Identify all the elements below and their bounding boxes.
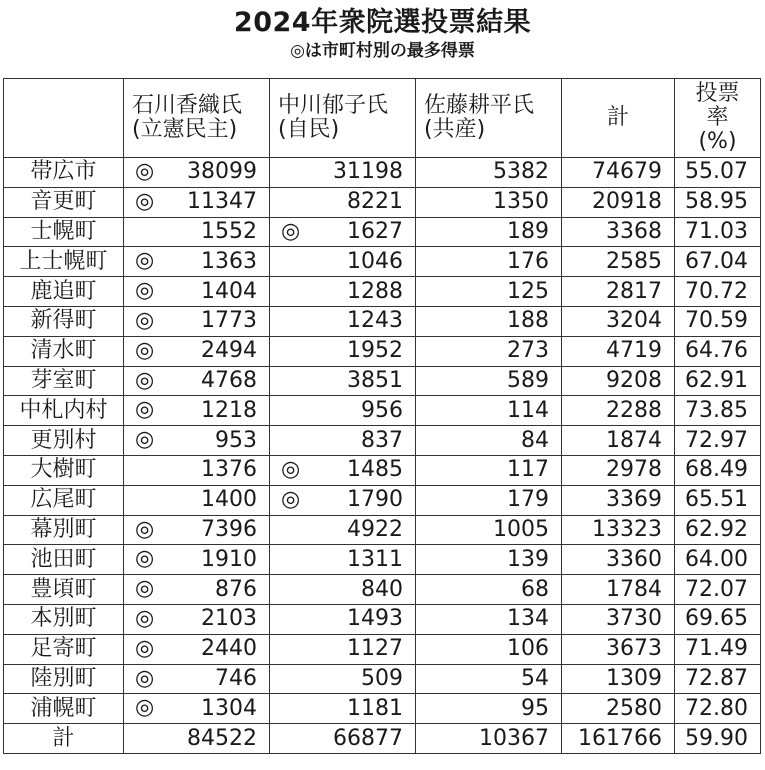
table-row [4,634,761,664]
vote-count: 68 [521,576,549,602]
vote-count: 139 [507,546,549,572]
total-cell: 2817 [562,277,675,307]
vote-count: 2440 [201,636,257,662]
municipality-cell: 士幌町 [4,217,124,247]
vote-cell [416,277,562,307]
turnout-cell: 62.91 [675,366,761,396]
municipality-cell: 新得町 [4,306,124,336]
municipality-cell: 中札内村 [4,396,124,426]
table-row [4,664,761,694]
vote-count: 7396 [201,516,257,542]
grand-total-votes: 10367 [416,724,562,754]
vote-cell [124,455,270,485]
table-row [4,306,761,336]
page-title: 2024年衆院選投票結果 [233,7,532,38]
vote-cell [416,336,562,366]
total-cell: 1309 [562,664,675,694]
vote-cell [416,634,562,664]
vote-count: 31198 [333,159,403,185]
page-subtitle: ◎は市町村別の最多得票 [290,41,475,61]
total-cell: 4719 [562,336,675,366]
vote-count: 125 [507,278,549,304]
vote-count: 876 [215,576,257,602]
turnout-cell: 72.07 [675,575,761,605]
vote-cell [270,277,416,307]
vote-cell [124,634,270,664]
vote-count: 4922 [347,516,403,542]
top-vote-mark-icon: ◎ [135,307,155,333]
municipality-cell: 足寄町 [4,634,124,664]
vote-count: 188 [507,308,549,334]
vote-cell [416,455,562,485]
vote-count: 1127 [347,636,403,662]
vote-count: 953 [215,427,257,453]
vote-count: 84 [521,427,549,453]
municipality-cell: 音更町 [4,187,124,217]
table-row [4,694,761,724]
vote-cell [270,217,416,247]
municipality-cell: 広尾町 [4,485,124,515]
vote-count: 117 [507,457,549,483]
vote-count: 1288 [347,278,403,304]
total-cell: 3730 [562,604,675,634]
vote-cell [416,694,562,724]
top-vote-mark-icon: ◎ [135,516,155,542]
vote-count: 1046 [347,248,403,274]
table-row [4,515,761,545]
total-cell: 3368 [562,217,675,247]
vote-count: 1952 [347,338,403,364]
top-vote-mark-icon: ◎ [135,635,155,661]
vote-count: 1790 [347,487,403,513]
vote-count: 1363 [201,248,257,274]
candidate-header-sato [416,79,562,158]
turnout-cell: 73.85 [675,396,761,426]
table-row [4,187,761,217]
turnout-cell: 70.72 [675,277,761,307]
vote-cell [270,485,416,515]
vote-count: 509 [361,665,403,691]
vote-count: 1493 [347,606,403,632]
vote-count: 54 [521,665,549,691]
vote-cell [416,187,562,217]
candidate-name: 中川郁子氏 [278,93,389,118]
vote-count: 1005 [493,516,549,542]
table-row [4,455,761,485]
vote-count: 1376 [201,457,257,483]
vote-count: 3851 [347,367,403,393]
top-vote-mark-icon: ◎ [135,397,155,423]
turnout-cell: 55.07 [675,158,761,188]
vote-count: 2103 [201,606,257,632]
top-vote-mark-icon: ◎ [135,576,155,602]
vote-cell [270,664,416,694]
vote-count: 840 [361,576,403,602]
vote-count: 38099 [187,159,257,185]
vote-cell [416,604,562,634]
table-row [4,217,761,247]
total-cell: 1874 [562,426,675,456]
turnout-cell: 64.76 [675,336,761,366]
candidate-header-nakagawa [270,79,416,158]
grand-total-votes: 66877 [270,724,416,754]
table-row [4,247,761,277]
total-cell: 3369 [562,485,675,515]
top-vote-mark-icon: ◎ [281,218,301,244]
municipality-cell: 本別町 [4,604,124,634]
vote-cell [124,217,270,247]
table-row [4,396,761,426]
vote-cell [124,396,270,426]
turnout-cell: 65.51 [675,485,761,515]
municipality-cell: 帯広市 [4,158,124,188]
vote-count: 95 [521,695,549,721]
vote-cell [124,247,270,277]
vote-cell [124,366,270,396]
candidate-name: 石川香織氏 [132,93,243,118]
vote-count: 746 [215,665,257,691]
vote-count: 1552 [201,218,257,244]
vote-cell [270,694,416,724]
vote-count: 1404 [201,278,257,304]
turnout-cell: 72.80 [675,694,761,724]
top-vote-mark-icon: ◎ [281,486,301,512]
grand-total-label: 計 [4,724,124,754]
vote-count: 134 [507,606,549,632]
vote-cell [270,336,416,366]
vote-cell [270,366,416,396]
vote-count: 1304 [201,695,257,721]
municipality-cell: 芽室町 [4,366,124,396]
vote-count: 106 [507,636,549,662]
vote-cell [270,187,416,217]
vote-count: 4768 [201,367,257,393]
vote-count: 1311 [347,546,403,572]
vote-count: 1627 [347,218,403,244]
results-table [3,78,761,754]
vote-cell [416,664,562,694]
municipality-cell: 陸別町 [4,664,124,694]
vote-count: 956 [361,397,403,423]
grand-total-row [4,724,761,754]
table-row [4,604,761,634]
total-cell: 3204 [562,306,675,336]
vote-count: 1350 [493,189,549,215]
vote-cell [416,158,562,188]
municipality-cell: 大樹町 [4,455,124,485]
vote-cell [124,306,270,336]
total-header: 計 [562,79,675,158]
vote-cell [270,575,416,605]
turnout-cell: 71.03 [675,217,761,247]
vote-cell [270,545,416,575]
turnout-cell: 71.49 [675,634,761,664]
vote-cell [416,366,562,396]
vote-count: 5382 [493,159,549,185]
top-vote-mark-icon: ◎ [135,427,155,453]
grand-total-votes: 84522 [124,724,270,754]
vote-count: 1243 [347,308,403,334]
vote-cell [124,575,270,605]
total-cell: 3673 [562,634,675,664]
turnout-cell: 72.87 [675,664,761,694]
turnout-header [675,79,761,158]
table-row [4,336,761,366]
table-row [4,545,761,575]
vote-cell [124,336,270,366]
top-vote-mark-icon: ◎ [135,605,155,631]
vote-cell [416,396,562,426]
vote-cell [416,485,562,515]
vote-count: 189 [507,218,549,244]
municipality-cell: 清水町 [4,336,124,366]
turnout-header-line: (%) [698,129,737,154]
vote-count: 1181 [347,695,403,721]
vote-count: 1485 [347,457,403,483]
total-cell: 9208 [562,366,675,396]
vote-count: 1910 [201,546,257,572]
turnout-cell: 69.65 [675,604,761,634]
vote-count: 1773 [201,308,257,334]
vote-cell [416,426,562,456]
vote-cell [270,396,416,426]
vote-cell [124,604,270,634]
municipality-cell: 浦幌町 [4,694,124,724]
candidate-name: 佐藤耕平氏 [424,93,535,118]
total-cell: 2585 [562,247,675,277]
municipality-header [4,79,124,158]
table-row [4,426,761,456]
top-vote-mark-icon: ◎ [135,159,155,184]
total-cell: 3360 [562,545,675,575]
turnout-cell: 68.49 [675,455,761,485]
vote-cell [416,247,562,277]
vote-cell [124,426,270,456]
candidate-header-ishikawa [124,79,270,158]
top-vote-mark-icon: ◎ [135,188,155,214]
vote-cell [416,515,562,545]
header-row [4,79,761,158]
top-vote-mark-icon: ◎ [135,278,155,304]
total-cell: 2978 [562,455,675,485]
municipality-cell: 上士幌町 [4,247,124,277]
top-vote-mark-icon: ◎ [135,367,155,393]
top-vote-mark-icon: ◎ [281,456,301,482]
municipality-cell: 鹿追町 [4,277,124,307]
municipality-cell: 更別村 [4,426,124,456]
turnout-cell: 64.00 [675,545,761,575]
vote-count: 8221 [347,189,403,215]
top-vote-mark-icon: ◎ [135,546,155,572]
municipality-cell: 豊頃町 [4,575,124,605]
table-row [4,366,761,396]
turnout-cell: 58.95 [675,187,761,217]
vote-cell [270,455,416,485]
vote-count: 114 [507,397,549,423]
table-row [4,575,761,605]
top-vote-mark-icon: ◎ [135,337,155,363]
vote-cell [416,217,562,247]
vote-count: 273 [507,338,549,364]
candidate-party: (共産) [424,117,486,142]
table-row [4,158,761,188]
total-cell: 20918 [562,187,675,217]
turnout-cell: 70.59 [675,306,761,336]
total-cell: 74679 [562,158,675,188]
total-cell: 13323 [562,515,675,545]
vote-cell [416,306,562,336]
vote-count: 837 [361,427,403,453]
table-row [4,485,761,515]
municipality-cell: 池田町 [4,545,124,575]
results-body [4,158,761,754]
total-cell: 2288 [562,396,675,426]
turnout-cell: 67.04 [675,247,761,277]
vote-count: 176 [507,248,549,274]
vote-count: 11347 [187,189,257,215]
total-cell: 2580 [562,694,675,724]
table-row [4,277,761,307]
vote-cell [124,187,270,217]
grand-total-sum: 161766 [562,724,675,754]
vote-cell [124,277,270,307]
municipality-cell: 幕別町 [4,515,124,545]
candidate-party: (立憲民主) [132,117,238,142]
vote-cell [124,515,270,545]
top-vote-mark-icon: ◎ [135,695,155,721]
turnout-cell: 62.92 [675,515,761,545]
vote-count: 179 [507,487,549,513]
vote-cell [270,634,416,664]
top-vote-mark-icon: ◎ [135,665,155,691]
vote-count: 2494 [201,338,257,364]
turnout-header-line: 投票 [695,81,740,106]
vote-count: 1218 [201,397,257,423]
vote-cell [270,426,416,456]
vote-cell [270,158,416,188]
vote-cell [124,158,270,188]
vote-count: 589 [507,367,549,393]
vote-count: 1400 [201,487,257,513]
vote-cell [270,247,416,277]
vote-cell [124,694,270,724]
turnout-header-line: 率 [706,105,729,130]
vote-cell [270,515,416,545]
vote-cell [270,306,416,336]
turnout-cell: 72.97 [675,426,761,456]
grand-total-turnout: 59.90 [675,724,761,754]
total-cell: 1784 [562,575,675,605]
vote-cell [416,575,562,605]
candidate-party: (自民) [278,117,340,142]
vote-cell [124,485,270,515]
vote-cell [124,664,270,694]
vote-cell [416,545,562,575]
vote-cell [124,545,270,575]
top-vote-mark-icon: ◎ [135,248,155,274]
vote-cell [270,604,416,634]
